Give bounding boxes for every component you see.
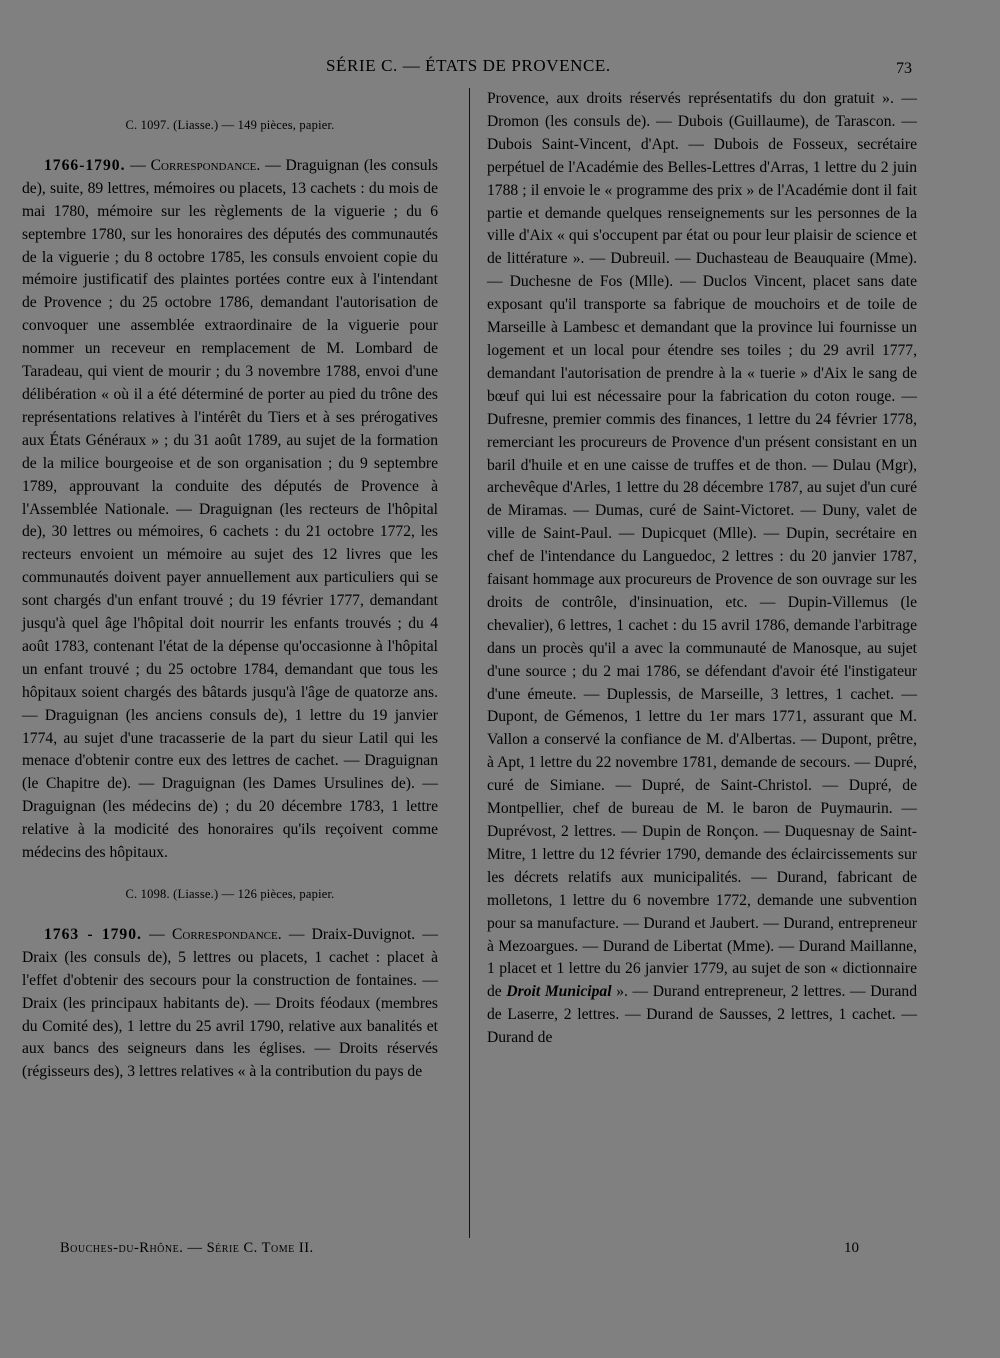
archive-cote-1098: C. 1098. (Liasse.) — 126 pièces, papier.	[125, 887, 335, 901]
archive-cote-1097: C. 1097. (Liasse.) — 149 pièces, papier.	[125, 118, 335, 132]
entry-1097-body: — Draguignan (les consuls de), suite, 89 lettres, mémoires ou placets, 13 cachets : du mois de mai 1780, mémoire sur les règlements de la viguerie ; du 6 septembre 1780, sur les honoraires des députés des communautés de la viguerie ; du 8 octobre 1785, les consuls envoient copie du mémoire justificatif des plaintes portées contre eux à l'intendant de Provence ; du 25 octobre 1786, demandant l'autorisation de convoquer une assemblée extraordinaire de la viguerie pour nommer un receveur en remplacement de M. Lombard de Taradeau, qui vient de mourir ; du 3 novembre 1788, envoi d'une délibération « où il a été déterminé de porter au pied du trône des représentations relatives à l'intérêt du Tiers et à ses prérogatives aux États Généraux » ; du 31 août 1789, au sujet de la formation de la milice bourgeoise et de son organisation ; du 9 septembre 1789, approuvant la conduite des députés de Provence à l'Assemblée Nationale. — Draguignan (les recteurs de l'hôpital de), 30 lettres ou mémoires, 6 cachets : du 21 octobre 1772, les recteurs envoient un mémoire au sujet des 12 livres que les communautés doivent payer annuellement aux particuliers qui se sont chargés d'un enfant trouvé ; du 19 février 1777, demandant jusqu'à quel âge l'hôpital doit nourrir les enfants trouvés ; du 4 août 1783, contenant l'état de la dépense qu'occasionne à l'hôpital un enfant trouvé ; du 25 octobre 1784, demandant que tous les hôpitaux soient chargés des bâtards jusqu'à l'âge de quatorze ans. — Draguignan (les anciens consuls de), 1 lettre du 19 janvier 1774, au sujet d'une tracasserie de la part du sieur Latil qui les menace d'obtenir contre eux des lettres de cachet. — Draguignan (le Chapitre de). — Draguignan (les Dames Ursulines de). — Draguignan (les médecins de) ; du 20 décembre 1783, 1 lettre relative à la modicité des honoraires qu'ils reçoivent comme médecins des hôpitaux.	[22, 156, 438, 862]
column-divider	[469, 88, 470, 1238]
page-footer	[0, 1238, 1000, 1262]
entry-1097-heading: — Correspondance.	[130, 156, 261, 174]
right-column	[487, 88, 917, 1050]
entry-1098-dates: 1763 - 1790.	[44, 925, 142, 943]
dictionary-title: Droit Municipal	[506, 983, 612, 1001]
signature-number: 10	[844, 1240, 859, 1256]
entry-1098-body: — Draix-Duvignot. — Draix (les consuls de), 5 lettres ou placets, 1 cachet : placet à l'effet d'obtenir des secours pour la construction de fontaines. — Draix (les principaux habitants de). — Droits féodaux (membres du Comité des), 1 lettre du 25 avril 1790, relative aux banalités et aux bancs des seigneurs dans les églises. — Droits réservés (régisseurs des), 3 lettres relatives « à la contribution du pays de	[22, 925, 438, 1081]
entry-1097-text	[22, 155, 438, 865]
running-title: SÉRIE C. — ÉTATS DE PROVENCE.	[326, 56, 611, 75]
entry-1097-dates: 1766-1790.	[44, 156, 126, 174]
left-column	[22, 88, 438, 1084]
page-number: 73	[896, 60, 912, 77]
entry-1098-text	[22, 924, 438, 1084]
footer-volume-info: Bouches-du-Rhône. — Série C. Tome II.	[60, 1240, 314, 1256]
continuation-text-a: Provence, aux droits réservés représentatifs du don gratuit ». — Dromon (les consuls de). — Dubois (Guillaume), de Tarascon. — Dubois Saint-Vincent, d'Apt. — Dubois de Fosseux, secrétaire perpétuel de l'Académie des Belles-Lettres d'Arras, 1 lettre du 2 juin 1788 ; il envoie le « programme des prix » de l'Académie dont il fait partie et demande quelques renseignements sur les personnes de la ville d'Aix « qui s'occupent par état ou pour leur plaisir de science et de littérature ». — Dubreuil. — Duchasteau de Beauquaire (Mme). — Duchesne de Fos (Mlle). — Duclos Vincent, placet sans date exposant qu'il transporte sa fabrique de mouchoirs et de toile de Marseille à Lambesc et demandant que la province lui fournisse un logement et un local pour étendre ses toiles ; du 29 avril 1777, demandant l'autorisation de prendre à la « tuerie » d'Aix le sang de bœuf qui lui est nécessaire pour la fabrication du coton rouge. — Dufresne, premier commis des finances, 1 lettre du 24 février 1778, remerciant les procureurs de Provence d'un présent consistant en un baril d'huile et en une caisse de truffes et de thon. — Dulau (Mgr), archevêque d'Arles, 1 lettre du 28 décembre 1787, au sujet d'un curé de Miramas. — Dumas, curé de Saint-Victoret. — Duny, valet de ville de Saint-Paul. — Dupicquet (Mlle). — Dupin, secrétaire en chef de l'intendance du Languedoc, 2 lettres : du 20 janvier 1787, faisant hommage aux procureurs de Provence de son ouvrage sur les droits de contrôle, d'insinuation, etc. — Dupin-Villemus (le chevalier), 6 lettres, 1 cachet : du 15 avril 1786, demande l'arbitrage dans un procès qu'il a avec la communauté de Manosque, au sujet d'une source ; du 2 mai 1786, se défendant d'avoir été l'instigateur d'une émeute. — Duplessis, de Marseille, 3 lettres, 1 cachet. — Dupont, de Gémenos, 1 lettre du 1er mars 1771, assurant que M. Vallon a conservé la confiance de M. d'Albertas. — Dupont, prêtre, à Apt, 1 lettre du 22 novembre 1781, demande de secours. — Dupré, curé de Simiane. — Dupré, de Saint-Christol. — Dupré, de Montpellier, chef de bureau de M. le baron de Puymaurin. — Duprévost, 2 lettres. — Dupin de Ronçon. — Duquesnay de Saint-Mitre, 1 lettre du 12 février 1790, demande des éclaircissements sur les décrets relatifs aux municipalités. — Durand, fabricant de molletons, 1 lettre du 6 novembre 1772, demande une subvention pour sa manufacture. — Durand et Jaubert. — Durand, entrepreneur à Mezoargues. — Durand de Libertat (Mme). — Durand Maillanne, 1 placet et 1 lettre du 26 janvier 1779, au sujet de son « dictionnaire de	[487, 90, 917, 1001]
entry-1098-continuation	[487, 88, 917, 1050]
continuation-text-b: ». — Durand entrepreneur, 2 lettres. — Durand de Laserre, 2 lettres. — Durand de Sausses, 2 lettres, 1 cachet. — Durand de	[487, 983, 917, 1047]
entry-1098-heading: — Correspondance.	[149, 925, 282, 943]
page-header	[0, 52, 1000, 82]
